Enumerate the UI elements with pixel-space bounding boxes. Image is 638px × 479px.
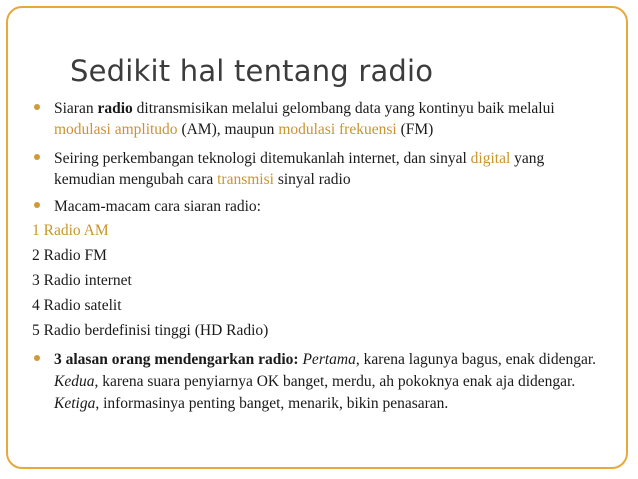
highlight-text: digital	[470, 150, 511, 167]
list-item: 2 Radio FM	[32, 247, 107, 264]
bullet-text	[54, 349, 604, 415]
highlight-text: modulasi frekuensi	[278, 121, 397, 138]
list-item: 1 Radio AM	[32, 222, 109, 239]
slide-title: Sedikit hal tentang radio	[70, 54, 434, 88]
text-span: (AM), maupun	[177, 121, 279, 138]
text-span: , karena lagunya bagus, enak didengar.	[355, 351, 597, 368]
list-item: 4 Radio satelit	[32, 297, 122, 314]
text-span: sinyal radio	[273, 171, 351, 188]
bullet-dot-icon	[34, 154, 40, 160]
italic-text: Kedua	[54, 373, 95, 390]
text-span: , karena suara penyiarnya OK banget, merdu, ah pokoknya enak aja didengar.	[94, 373, 576, 390]
bullet-dot-icon	[34, 104, 40, 110]
bullet-text: Macam-macam cara siaran radio:	[54, 198, 261, 215]
text-span: ditransmisikan melalui gelombang data yang kontinyu baik melalui	[132, 100, 555, 117]
bold-text: radio	[97, 100, 133, 117]
bullet-dot-icon	[34, 202, 40, 208]
text-span: Siaran	[54, 100, 98, 117]
bullet-dot-icon	[34, 355, 40, 361]
bullet-item	[34, 196, 604, 217]
text-span: , informasinya penting banget, menarik, bikin penasaran.	[95, 395, 449, 412]
text-span: (FM)	[396, 121, 434, 138]
bullet-text	[54, 98, 604, 140]
bold-text: 3 alasan orang mendengarkan radio:	[54, 351, 299, 368]
text-span: yang kemudian mengubah cara	[54, 150, 545, 188]
highlight-text: transmisi	[217, 171, 274, 188]
list-item: 3 Radio internet	[32, 272, 132, 289]
bullet-item	[34, 349, 604, 415]
bullet-item	[34, 148, 604, 190]
bullet-item	[34, 98, 604, 140]
bullet-text	[54, 148, 604, 190]
italic-text: Ketiga	[54, 395, 96, 412]
text-span: Seiring perkembangan teknologi ditemukanlah internet, dan sinyal	[54, 150, 471, 167]
highlight-text: modulasi amplitudo	[54, 121, 178, 138]
italic-text: Pertama	[302, 351, 356, 368]
list-item: 5 Radio berdefinisi tinggi (HD Radio)	[32, 322, 269, 339]
